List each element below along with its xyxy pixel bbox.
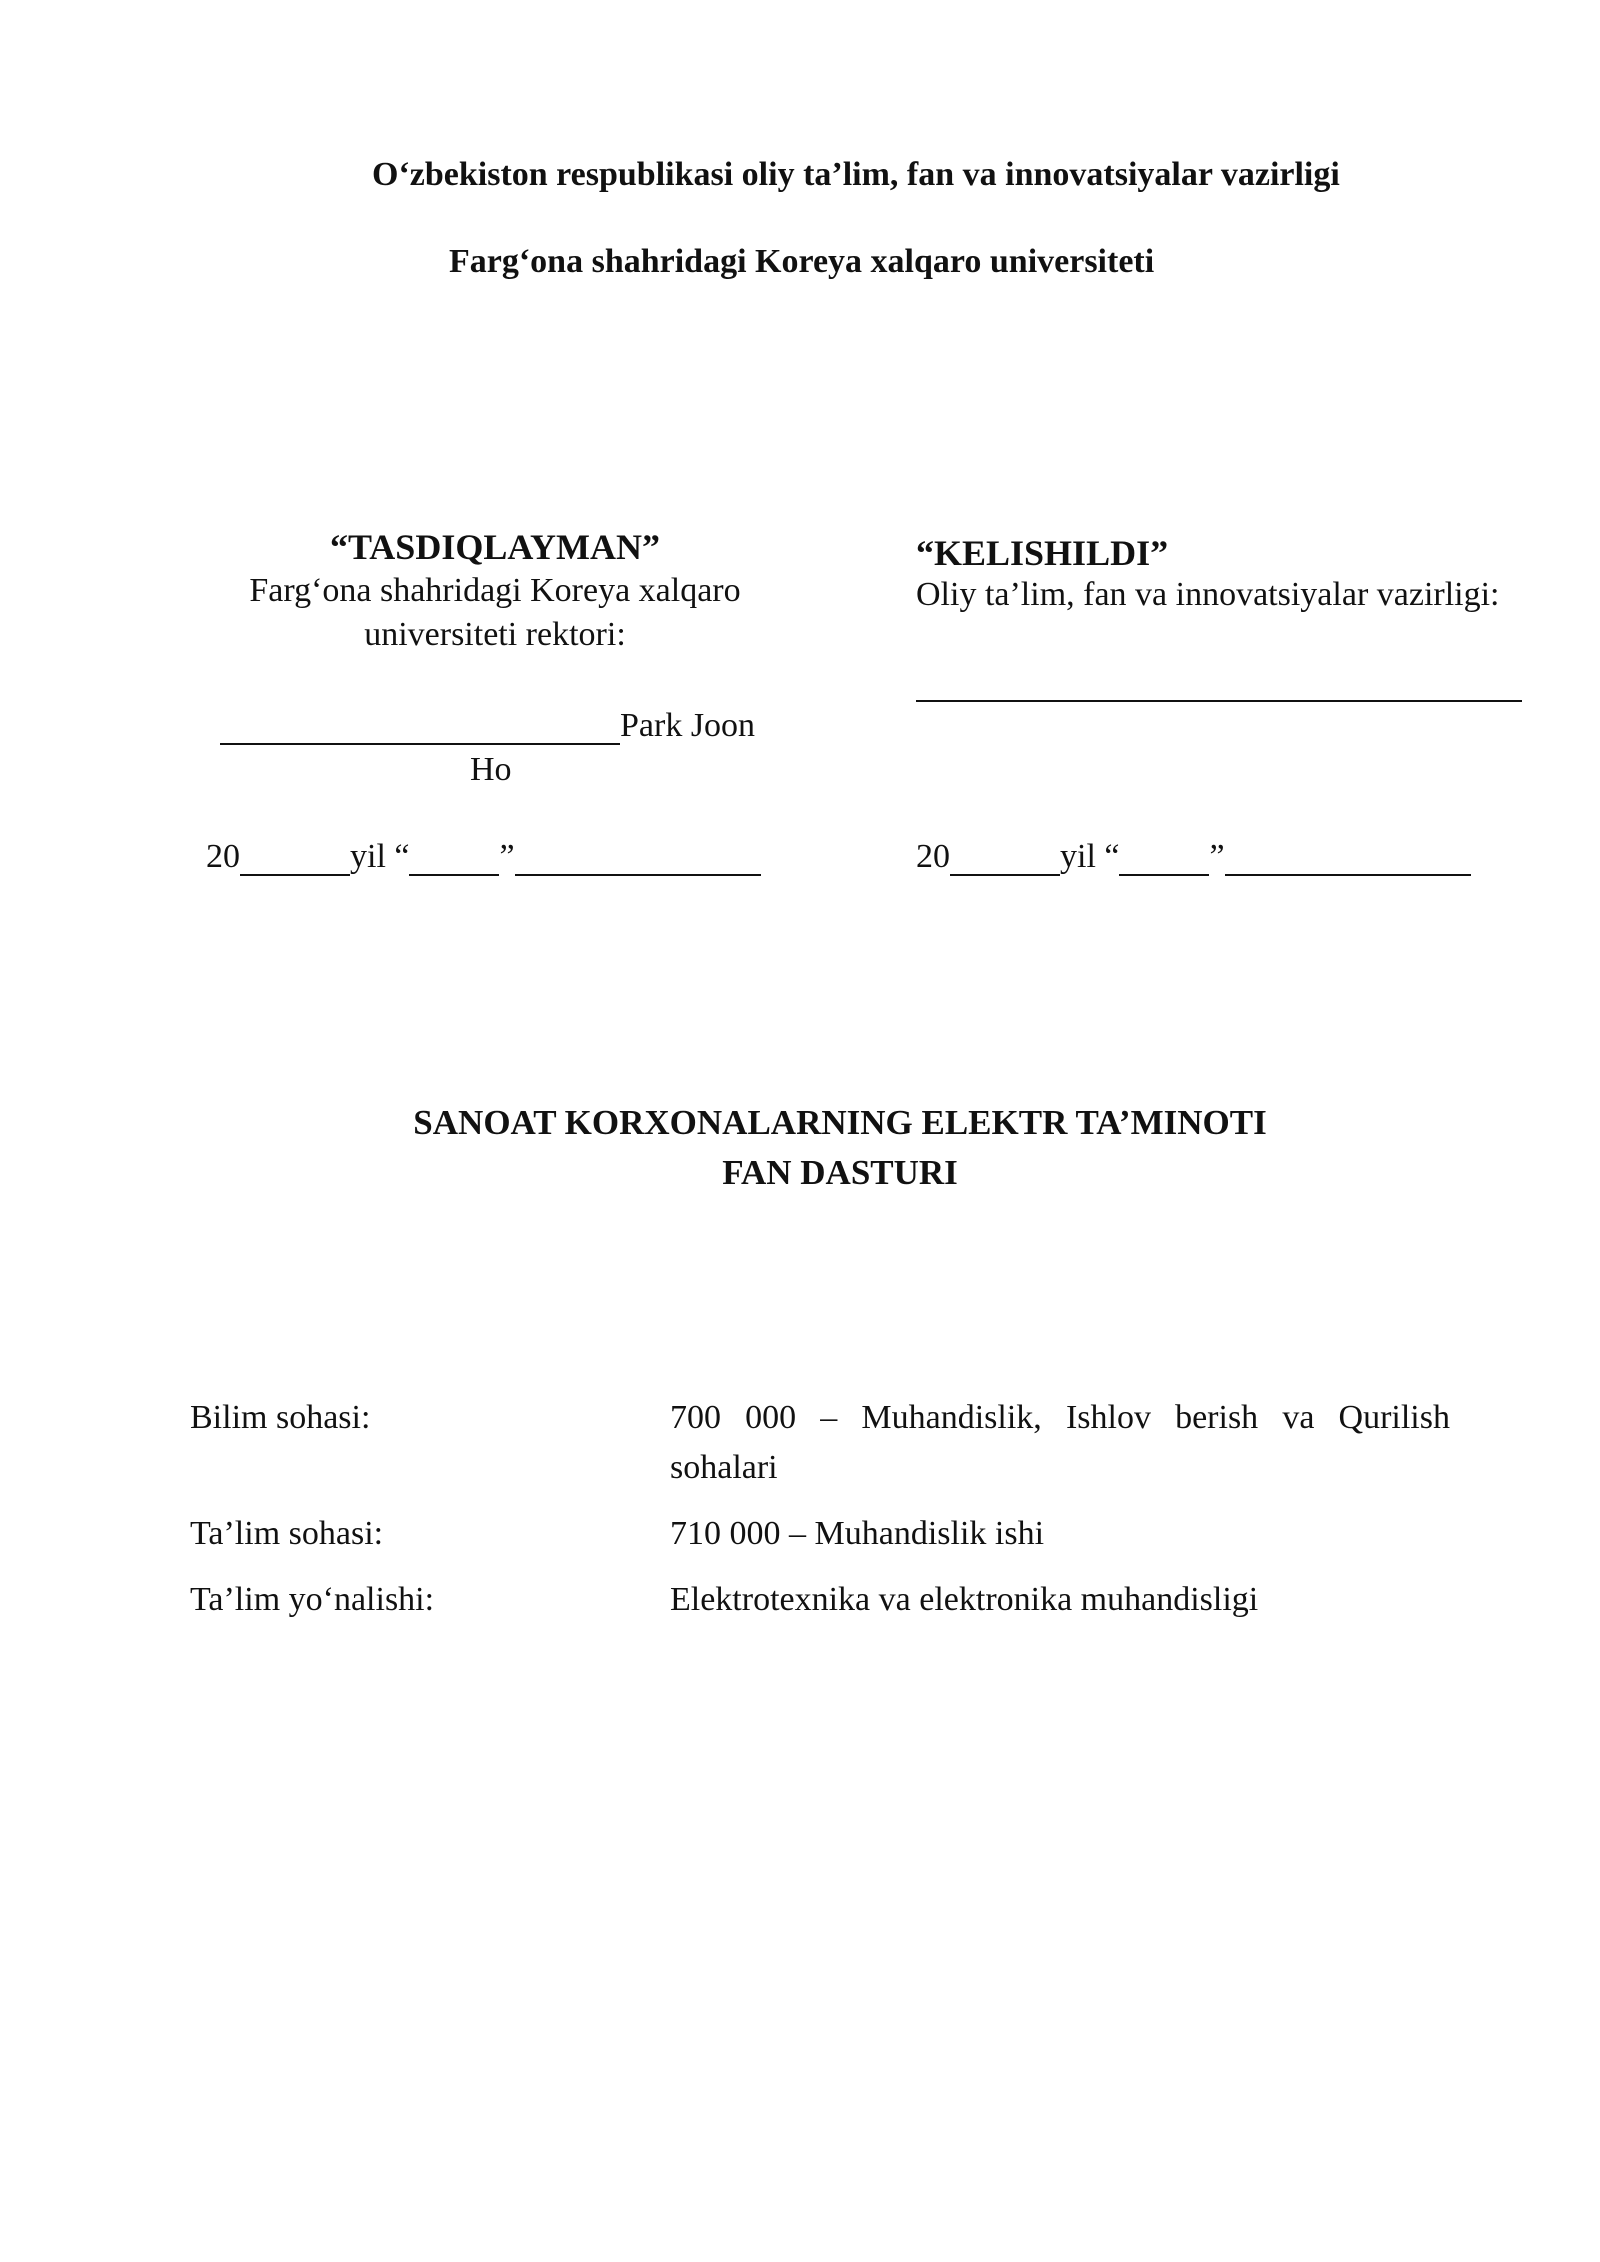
info-value: 700 000 – Muhandislik, Ishlov berish va Qurilish sohalari bbox=[670, 1399, 1450, 1486]
agreement-date-prefix: 20 bbox=[916, 838, 950, 875]
info-value: 710 000 – Muhandislik ishi bbox=[670, 1515, 1045, 1552]
approval-signature-line bbox=[220, 707, 755, 745]
year-blank bbox=[240, 840, 350, 876]
agreement-signature-line bbox=[916, 700, 1522, 702]
approval-date-row bbox=[206, 838, 761, 876]
approval-subtitle-line2: universiteti rektori: bbox=[364, 616, 626, 653]
approval-title: “TASDIQLAYMAN” bbox=[329, 527, 661, 567]
info-row bbox=[190, 1509, 1450, 1559]
approval-subtitle-line1: Farg‘ona shahridagi Koreya xalqaro bbox=[249, 572, 741, 609]
agreement-title: “KELISHILDI” bbox=[916, 533, 1169, 573]
ministry-heading: O‘zbekiston respublikasi oliy ta’lim, fan va innovatsiyalar vazirligi bbox=[372, 156, 1340, 193]
day-blank bbox=[409, 840, 499, 876]
info-label: Ta’lim sohasi: bbox=[190, 1515, 384, 1552]
day-blank bbox=[1119, 840, 1209, 876]
info-value: Elektrotexnika va elektronika muhandisligi bbox=[670, 1581, 1259, 1618]
agreement-date-row bbox=[916, 838, 1471, 876]
agreement-date-close: ” bbox=[1209, 838, 1225, 875]
info-label: Bilim sohasi: bbox=[190, 1399, 371, 1436]
document-title-line1: SANOAT KORXONALARNING ELEKTR TA’MINOTI bbox=[413, 1103, 1267, 1142]
info-label: Ta’lim yo‘nalishi: bbox=[190, 1581, 435, 1618]
rector-name-part2: Ho bbox=[470, 751, 512, 788]
info-table bbox=[190, 1393, 1450, 1641]
signature-blank bbox=[220, 707, 620, 745]
info-row bbox=[190, 1575, 1450, 1625]
document-title bbox=[0, 1098, 1600, 1198]
approval-date-prefix: 20 bbox=[206, 838, 240, 875]
month-blank bbox=[1225, 840, 1471, 876]
approval-block bbox=[205, 525, 785, 657]
approval-date-yil: yil “ bbox=[350, 838, 410, 875]
year-blank bbox=[950, 840, 1060, 876]
agreement-date-yil: yil “ bbox=[1060, 838, 1120, 875]
agreement-subtitle: Oliy ta’lim, fan va innovatsiyalar vazirligi: bbox=[916, 576, 1500, 613]
rector-name-part1: Park Joon bbox=[620, 707, 756, 744]
month-blank bbox=[515, 840, 761, 876]
document-title-line2: FAN DASTURI bbox=[722, 1153, 958, 1192]
approval-date-close: ” bbox=[499, 838, 515, 875]
university-heading: Farg‘ona shahridagi Koreya xalqaro universiteti bbox=[449, 243, 1155, 280]
info-row bbox=[190, 1393, 1450, 1493]
